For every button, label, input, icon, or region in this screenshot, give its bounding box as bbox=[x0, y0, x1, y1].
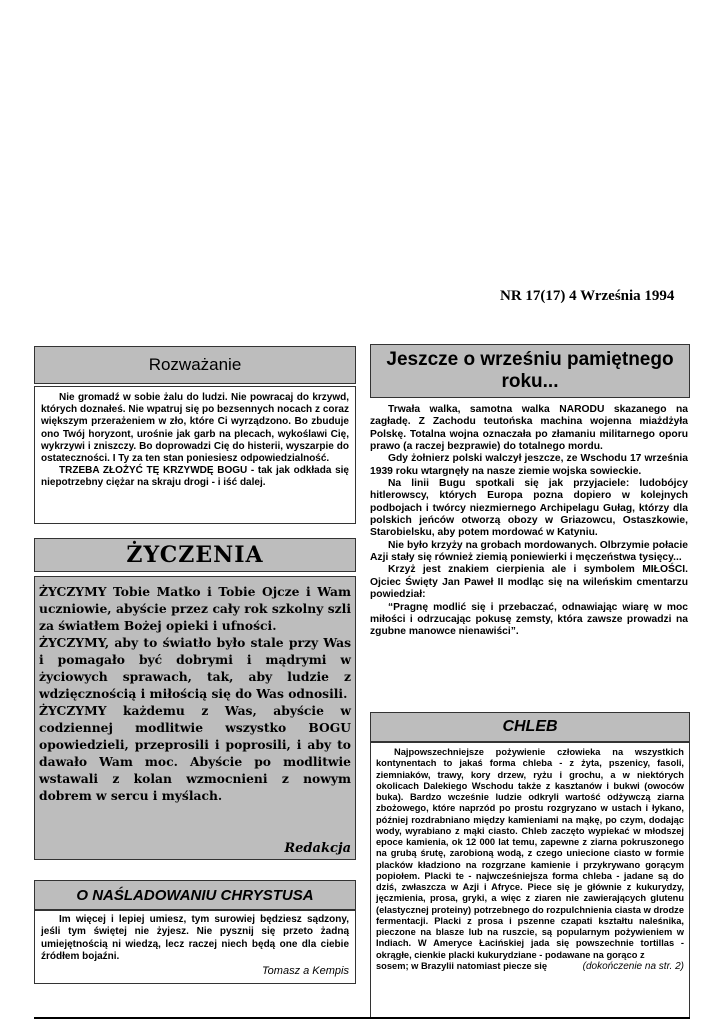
zyczenia-paragraph: ŻYCZYMY, aby to światło było stale przy Was i pomagało być dobrymi i mądrymi w życiowych sprawach, tak, aby ludzie z wdzięcznością i miłością się do Was odnosili. bbox=[39, 635, 351, 701]
wrzesien-paragraph: “Pragnę modlić się i przebaczać, odnawiając wiarę w moc miłości i odrzucając pokusę zemsty, która zawsze prowadzi na zgubne manowce nienawiści”. bbox=[370, 601, 688, 638]
nasladowaniu-title: O NAŚLADOWANIU CHRYSTUSA bbox=[76, 886, 314, 904]
wrzesien-paragraph: Trwała walka, samotna walka NARODU skazanego na zagładę. Z Zachodu teutońska machina wojenna miażdżyła Polskę. Totalna wojna oznaczała po złamaniu militarnego oporu prawo (a raczej bezprawie) do totalnego mordu. bbox=[370, 404, 688, 453]
wrzesien-title-bar bbox=[370, 344, 690, 398]
wrzesien-body bbox=[370, 404, 688, 639]
zyczenia-paragraph: ŻYCZYMY każdemu z Was, abyście w codziennej modlitwie wszystko BOGU opowiedzieli, przeprosili i poprosili, i aby to dawało Wam moc. Abyście po modlitwie wstawali z kolan wzmocnieni z nowym dobrem w sercu i myślach. bbox=[39, 703, 351, 803]
nasladowaniu-text: Im więcej i lepiej umiesz, tym surowiej będziesz sądzony, jeśli tym świętej nie żyjesz. Nie pysznij się przeto żadną umiejętnością ni wiedzą, lecz raczej niech będą one dla ciebie źródłem bojaźni. bbox=[41, 914, 349, 963]
chleb-title: CHLEB bbox=[502, 718, 558, 735]
wrzesien-paragraph: Na linii Bugu spotkali się jak przyjaciele: ludobójcy hitlerowscy, których Europa pozna dopiero w kolejnych podbojach i twórcy niezmiernego Archipelagu Gułag, którzy dla polskich jeńców otworzą obozy w Griazowcu, Ostaszkowie, Starobielsku, aby potem mordować w Katyniu. bbox=[370, 478, 688, 539]
rozwazanie-paragraph: Nie gromadź w sobie żalu do ludzi. Nie powracaj do krzywd, których doznałeś. Nie wpatruj się po bezsennych nocach z coraz większym przerażeniem w zło, które Ci wyrządzono. Bo zbuduje ono Twój horyzont, urośnie jak garb na plecach, wykoślawi Cię, wykrzywi i zniszczy. Bo doprowadzi Cię do histerii, wyszarpie do ostateczności. I Ty za ten stan poniesiesz odpowiedzialność. bbox=[41, 392, 349, 465]
chleb-box bbox=[370, 742, 690, 1018]
chleb-text: Najpowszechniejsze pożywienie człowieka na wszystkich kontynentach to jakaś forma chleba - z żyta, pszenicy, fasoli, ziemniaków, trawy, kory drzew, ryżu i grochu, a w niektórych okolicach Dalekiego Wschodu także z kasztanów i bukwi (owoców buka). Bardzo wcześnie ludzie odkryli wartość odżywczą ziarna zbożowego, które naprzód po prostu rozgryzano w ustach i łykano, później rozdrabniano między kamieniami na mąkę, po czym, dodając wody, wyrabiano z mąki ciasto. Chleb zaczęto wypiekać w młodszej epoce kamienia, ok 12 000 lat temu, zapewne z ziarna pokruszonego na grubą śrutę, zarobioną wodą, z czego uniecione ciasto w formie placków kładziono na rozgrzane kamienie i przykrywano gorącym popiołem. Placki te - najwcześniejsza forma chleba - jadane są do dziś, zwłaszcza w Azji i Afryce. Piece się je głównie z kukurydzy, jęczmienia, prosa, gryki, a więc z ziaren nie zawierających glutenu (elastycznej proteiny) potrzebnego do rozpulchnienia ciasta w drodze fermentacji. Placki z prosa i pszenne czapati kształtu naleśnika, pieczone na blasze lub na ruszcie, są popularnym pożywieniem w Indiach. W Ameryce Łacińskiej jada się powszechnie tortillas - okrągłe, cienkie placki kukurydziane - podawane na gorąco z bbox=[376, 747, 684, 960]
rozwazanie-title: Rozważanie bbox=[148, 355, 242, 374]
nasladowaniu-author: Tomasz a Kempis bbox=[261, 965, 349, 977]
wrzesien-paragraph: Krzyż jest znakiem cierpienia ale i symbolem MIŁOŚCI. Ojciec Święty Jan Paweł II modląc się na wileńskim cmentarzu powiedział: bbox=[370, 564, 688, 601]
issue-line: NR 17(17) 4 Września 1994 bbox=[500, 288, 675, 304]
chleb-title-bar bbox=[370, 712, 690, 742]
rozwazanie-box bbox=[34, 386, 356, 524]
zyczenia-paragraph: ŻYCZYMY Tobie Matko i Tobie Ojcze i Wam uczniowie, abyście przez cały rok szkolny szli za światłem Bożej opieki i ufności. bbox=[39, 584, 351, 633]
zyczenia-signature: Redakcja bbox=[284, 841, 351, 856]
chleb-last-line: sosem; w Brazylii natomiast piecze się bbox=[376, 960, 548, 971]
bottom-divider bbox=[34, 1017, 690, 1019]
wrzesien-paragraph: Nie było krzyży na grobach mordowanych. Olbrzymie połacie Azji stały się również ziemią poniewierki i męczeństwa tysięcy... bbox=[370, 539, 688, 564]
wrzesien-title: Jeszcze o wrześniu pamiętnego roku... bbox=[386, 349, 674, 392]
rozwazanie-title-bar bbox=[34, 346, 356, 384]
rozwazanie-paragraph: TRZEBA ZŁOŻYĆ TĘ KRZYWDĘ BOGU - tak jak odkłada się niepotrzebny ciężar na skraju drogi - i iść dalej. bbox=[41, 465, 349, 489]
continued-note: (dokończenie na str. 2) bbox=[582, 960, 684, 972]
zyczenia-title: ŻYCZENIA bbox=[126, 542, 264, 568]
zyczenia-box bbox=[34, 576, 356, 860]
nasladowaniu-title-bar bbox=[34, 880, 356, 910]
nasladowaniu-box bbox=[34, 910, 356, 984]
wrzesien-paragraph: Gdy żołnierz polski walczył jeszcze, ze Wschodu 17 września 1939 roku wtargnęły na nasze ziemie wojska sowieckie. bbox=[370, 453, 688, 477]
zyczenia-title-bar bbox=[34, 538, 356, 572]
